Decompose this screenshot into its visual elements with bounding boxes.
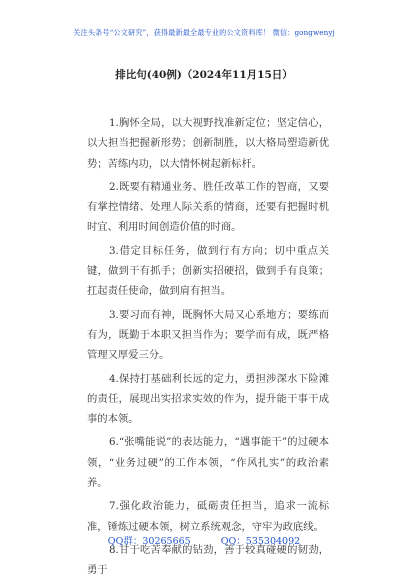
- paragraph: 4.保持打基础利长远的定力，勇担涉深水下险滩的责任，展现出实招求实效的作为，提升能干事干成事的本领。: [87, 372, 329, 426]
- footer-qq-number: QQ：535304092: [220, 536, 301, 547]
- header-note: 关注头条号“公文研究”，获得最新最全最专业的公文资料库！ 微信：gongwenyj: [73, 28, 335, 37]
- paragraph: 2.既要有精通业务、胜任改革工作的智商，又要有掌控情绪、处理人际关系的情商，还要有把握时机时宜、利用时间创造价值的时商。: [87, 180, 329, 234]
- paragraph: 3.要习而有神，既胸怀大局又心系地方；要练而有为，既勤于本职又担当作为；要学而有成，既严格管理又厚爱三分。: [87, 308, 329, 362]
- paragraph: 8.甘于吃苦奉献的钻劲，善于较真碰硬的韧劲，勇于: [87, 543, 329, 577]
- page-title: 排比句(40例)（2024年11月15日）: [115, 69, 293, 81]
- footer-contact: [0, 533, 408, 547]
- document-body: [87, 113, 329, 584]
- paragraph: 6.“张嘴能说”的表达能力，“遇事能干”的过硬本领，“业务过硬”的工作本领，“作风扎实”的政治素养。: [87, 436, 329, 490]
- paragraph: 7.强化政治能力，砥砺责任担当，追求一流标准，锤炼过硬本领，树立系统观念，守牢为政底线。: [87, 500, 329, 533]
- paragraph: 3.借定目标任务，做到行有方向；切中重点关键，做到干有抓手；创新实招硬招，做到手有良策；扛起责任使命，做到肩有担当。: [87, 244, 329, 298]
- paragraph: 1.胸怀全局，以大视野找准新定位；坚定信心，以大担当把握新形势；创新制胜，以大格局塑造新优势；苦练内功，以大情怀树起新标杆。: [87, 117, 329, 170]
- footer-qq-group: QQ群：30265665: [107, 536, 191, 547]
